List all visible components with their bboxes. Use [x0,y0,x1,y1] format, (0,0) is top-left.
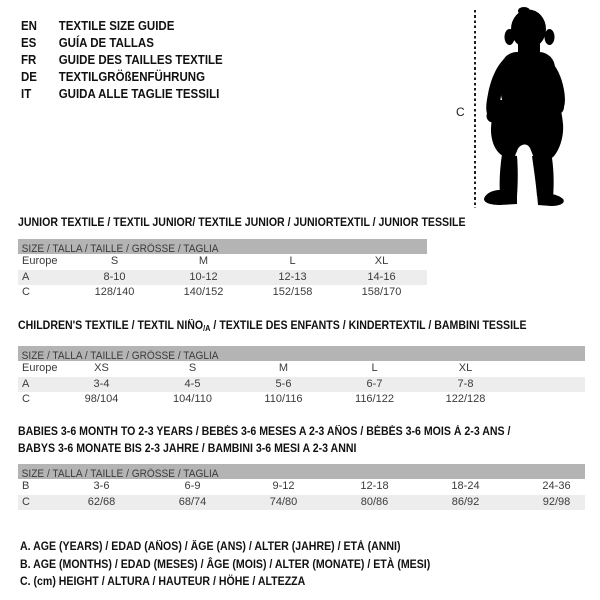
size-cell: 3-4 [93,377,110,390]
size-cell: L [289,255,296,267]
table-row [18,285,427,301]
size-cell: 116/122 [355,393,394,405]
size-table-body [18,479,585,510]
language-code: DE [21,70,37,84]
size-cell: 92/98 [542,495,571,508]
table-row [18,270,427,286]
size-cell: XL [458,362,473,374]
row-label: B [22,480,30,492]
size-cell: S [110,255,119,267]
table-row [18,377,585,393]
size-header-label: SIZE / TALLA / TAILLE / GRÖSSE / TAGLIA [21,468,219,479]
language-code: IT [21,87,32,101]
size-table-children [18,346,585,408]
size-cell: 7-8 [457,377,474,390]
size-cell: 158/170 [361,286,402,298]
language-row [21,35,223,52]
language-row [21,69,223,86]
height-measure-dashed-line [474,10,476,208]
size-header-bar [18,464,585,479]
size-cell: 140/152 [183,286,224,298]
table-row [18,254,427,270]
title-text: CHILDREN'S TEXTILE / TEXTIL NIÑO [18,320,204,332]
size-cell: 18-24 [451,480,480,492]
language-title: TEXTILE SIZE GUIDE [58,19,175,33]
size-cell: 24-36 [542,480,571,492]
title-subscript: /A [203,324,211,333]
size-cell: 8-10 [103,270,126,283]
language-title: TEXTILGRÖßENFÜHRUNG [58,70,206,84]
size-cell: 12-18 [360,480,389,492]
size-cell: 80/86 [360,495,389,508]
size-cell: S [188,362,197,374]
size-cell: 3-6 [93,480,110,492]
footnotes [20,539,430,592]
row-label: A [22,377,30,390]
size-cell: 74/80 [269,495,298,508]
size-cell: 98/104 [84,393,119,405]
height-measure-label: C [456,105,465,119]
size-cell: 86/92 [451,495,480,508]
size-cell: 14-16 [367,270,396,283]
table-row [18,392,585,408]
size-table-body [18,361,585,408]
footnote-a: A. AGE (YEARS) / EDAD (AÑOS) / ÂGE (ANS) / ALTER (JAHRE) / ETÀ (ANNI) [20,541,401,553]
size-cell: 6-7 [366,377,383,390]
size-cell: XS [94,362,109,374]
size-cell: 104/110 [173,393,212,405]
table-row [18,479,585,495]
size-cell: 122/128 [445,393,486,405]
language-row [21,52,223,69]
footnote-c: C. (cm) HEIGHT / ALTURA / HAUTEUR / HÖHE / ALTEZZA [20,576,306,588]
size-header-bar [18,239,427,254]
title-text: / TEXTILE DES ENFANTS / KINDERTEXTIL / BAMBINI TESSILE [210,320,527,332]
row-label: C [22,495,30,508]
size-cell: 68/74 [178,495,207,508]
size-cell: 5-6 [275,377,292,390]
table-row [18,361,585,377]
language-row [21,18,223,35]
language-title: GUIDA ALLE TAGLIE TESSILI [58,87,220,101]
title-line-1: BABIES 3-6 MONTH TO 2-3 YEARS / BEBÉS 3-6 MESES A 2-3 AÑOS / BÉBÉS 3-6 MOIS À 2-3 ANS / [18,426,511,438]
row-label: C [22,393,30,405]
size-cell: 110/116 [264,393,303,405]
size-cell: 62/68 [87,495,116,508]
size-cell: L [371,362,378,374]
table-row [18,495,585,511]
row-label: A [22,270,30,283]
size-table-junior [18,239,427,301]
language-title-list [21,18,223,103]
language-code: EN [21,19,37,33]
language-title: GUÍA DE TALLAS [58,36,154,50]
language-code: FR [21,53,37,67]
size-cell: 152/158 [272,286,313,298]
size-cell: M [198,255,209,267]
size-cell: 9-12 [272,480,295,492]
size-cell: 12-13 [278,270,307,283]
footnote-b: B. AGE (MONTHS) / EDAD (MESES) / ÂGE (MOIS) / ALTER (MONATE) / ETÀ (MESI) [20,558,431,571]
size-header-bar [18,346,585,361]
size-cell: XL [374,255,389,267]
table-title-junior: JUNIOR TEXTILE / TEXTIL JUNIOR/ TEXTILE JUNIOR / JUNIORTEXTIL / JUNIOR TESSILE [18,217,466,229]
language-code: ES [21,36,37,50]
table-title-children [18,320,527,335]
language-row [21,86,223,103]
table-title-babies [18,424,510,458]
size-table-body [18,254,427,301]
size-header-label: SIZE / TALLA / TAILLE / GRÖSSE / TAGLIA [21,243,219,254]
language-title: GUIDE DES TAILLES TEXTILE [58,53,223,67]
toddler-silhouette-image [484,6,596,208]
row-label: C [22,286,30,298]
row-label: Europe [22,362,58,374]
size-cell: 128/140 [94,286,135,298]
size-header-label: SIZE / TALLA / TAILLE / GRÖSSE / TAGLIA [21,350,219,361]
size-cell: 10-12 [189,270,218,283]
size-table-babies [18,464,585,510]
title-line-2: BABYS 3-6 MONATE BIS 2-3 JAHRE / BAMBINI 3-6 MESI A 2-3 ANNI [18,443,357,455]
size-cell: 4-5 [184,377,201,390]
size-cell: M [278,362,289,374]
size-cell: 6-9 [184,480,201,492]
row-label: Europe [22,255,58,267]
